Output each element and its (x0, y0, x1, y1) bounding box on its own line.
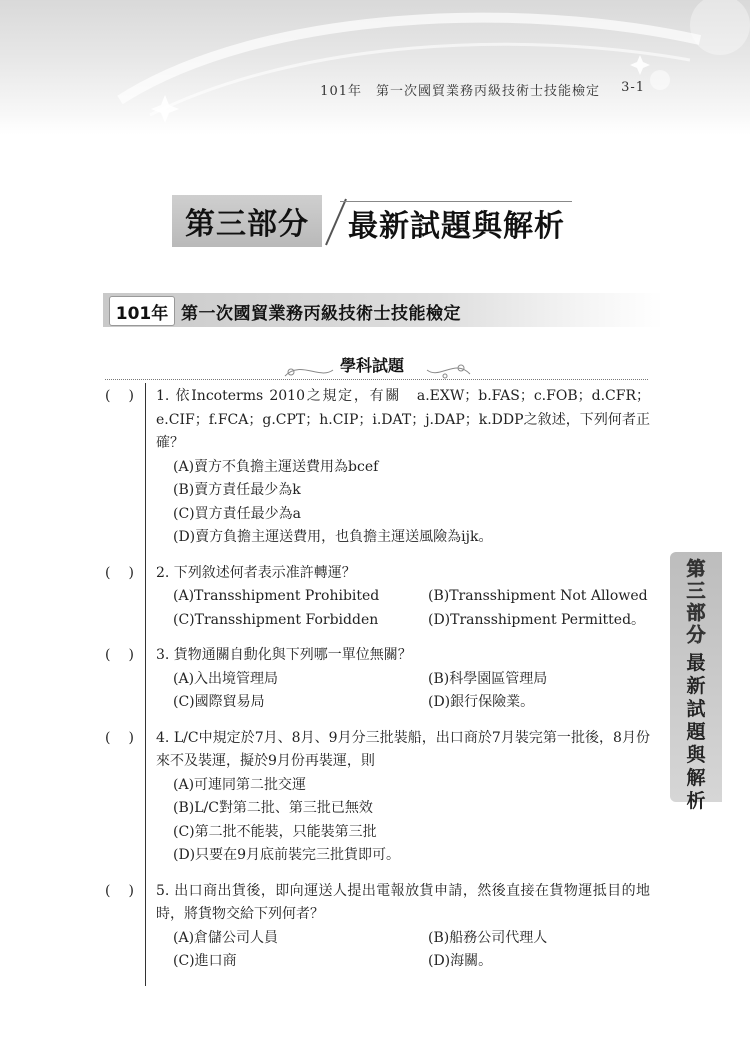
page-number: 3-1 (621, 80, 645, 95)
part-title-right: 最新試題與解析 (348, 209, 565, 244)
answer-paren[interactable]: ( ) (105, 729, 136, 746)
option-b: (B)Transshipment Not Allowed (428, 588, 648, 604)
question-rule (145, 642, 146, 727)
option-a: (A)倉儲公司人員 (173, 929, 279, 946)
year-badge: 101年 (109, 296, 175, 326)
option-a: (A)賣方不負擔主運送費用為bcef (173, 458, 379, 475)
question-stem: 1. 依Incoterms 2010之規定，有關 a.EXW；b.FAS；c.FOB；d.CFR；e.CIF；f.FCA；g.CPT；h.CIP；i.DAT；j.DAP；k.DDP之敘述，下列何者正確？ (156, 388, 650, 451)
option-b: (B)科學園區管理局 (428, 670, 548, 687)
option-d: (D)只要在9月底前裝完三批貨即可。 (173, 847, 401, 863)
option-d: (D)銀行保險業。 (428, 694, 535, 710)
option-b: (B)L/C對第二批、第三批已無效 (173, 800, 373, 816)
option-b: (B)船務公司代理人 (428, 929, 548, 946)
part-title (172, 195, 572, 247)
side-tab-bottom (670, 652, 722, 813)
question-stem: 3. 貨物通關自動化與下列哪一單位無關？ (156, 647, 412, 663)
option-a: (A)Transshipment Prohibited (173, 588, 380, 604)
star-swirl-decoration (0, 0, 750, 135)
answer-paren[interactable]: ( ) (105, 564, 136, 581)
running-title: 101年 第一次國貿業務丙級技術士技能檢定 (320, 84, 600, 99)
side-chapter-tab (670, 552, 722, 812)
question-rule (145, 725, 146, 880)
section-label: 學科試題 (340, 356, 405, 375)
slash-divider (320, 195, 350, 247)
option-d: (D)海關。 (428, 953, 493, 969)
question-list (105, 385, 650, 986)
option-c: (C)進口商 (173, 953, 237, 969)
side-tab-top (670, 558, 722, 646)
option-c: (C)國際貿易局 (173, 694, 265, 710)
question-stem: 5. 出口商出貨後，即向運送人提出電報放貨申請，然後直接在貨物運抵目的地時，將貨物交給下列何者？ (156, 882, 650, 922)
answer-paren[interactable]: ( ) (105, 647, 136, 663)
option-c: (C)買方責任最少為a (173, 505, 301, 522)
option-b: (B)賣方責任最少為k (173, 482, 301, 498)
year-bar (103, 293, 663, 327)
dotted-rule (105, 379, 648, 380)
question-stem: 2. 下列敘述何者表示准許轉運？ (156, 564, 356, 581)
side-tab-top-text: 第 三 部 分 (686, 558, 706, 646)
question-rule (145, 878, 146, 986)
side-tab-bottom-text: 最 新 試 題 與 解 析 (686, 652, 706, 812)
question-4 (105, 727, 650, 868)
question-3 (105, 644, 650, 715)
option-c: (C)Transshipment Forbidden (173, 611, 379, 628)
option-d: (D)賣方負擔主運送費用，也負擔主運送風險為ijk。 (173, 529, 493, 545)
header-band (0, 0, 750, 135)
answer-paren[interactable]: ( ) (105, 388, 136, 404)
question-rule (145, 383, 146, 562)
question-5 (105, 880, 650, 974)
question-rule (145, 560, 146, 645)
option-d: (D)Transshipment Permitted。 (428, 611, 646, 628)
option-c: (C)第二批不能裝，只能裝第三批 (173, 823, 377, 840)
question-2 (105, 562, 650, 633)
question-1 (105, 385, 650, 550)
option-a: (A)入出境管理局 (173, 670, 279, 687)
exam-title: 第一次國貿業務丙級技術士技能檢定 (181, 304, 461, 324)
question-stem: 4. L/C中規定於7月、8月、9月分三批裝船，出口商於7月裝完第一批後，8月份來不及裝運，擬於9月份再裝運，則 (156, 729, 650, 769)
answer-paren[interactable]: ( ) (105, 882, 136, 899)
option-a: (A)可連同第二批交運 (173, 776, 307, 793)
section-heading (105, 350, 648, 385)
part-title-left: 第三部分 (172, 195, 322, 247)
